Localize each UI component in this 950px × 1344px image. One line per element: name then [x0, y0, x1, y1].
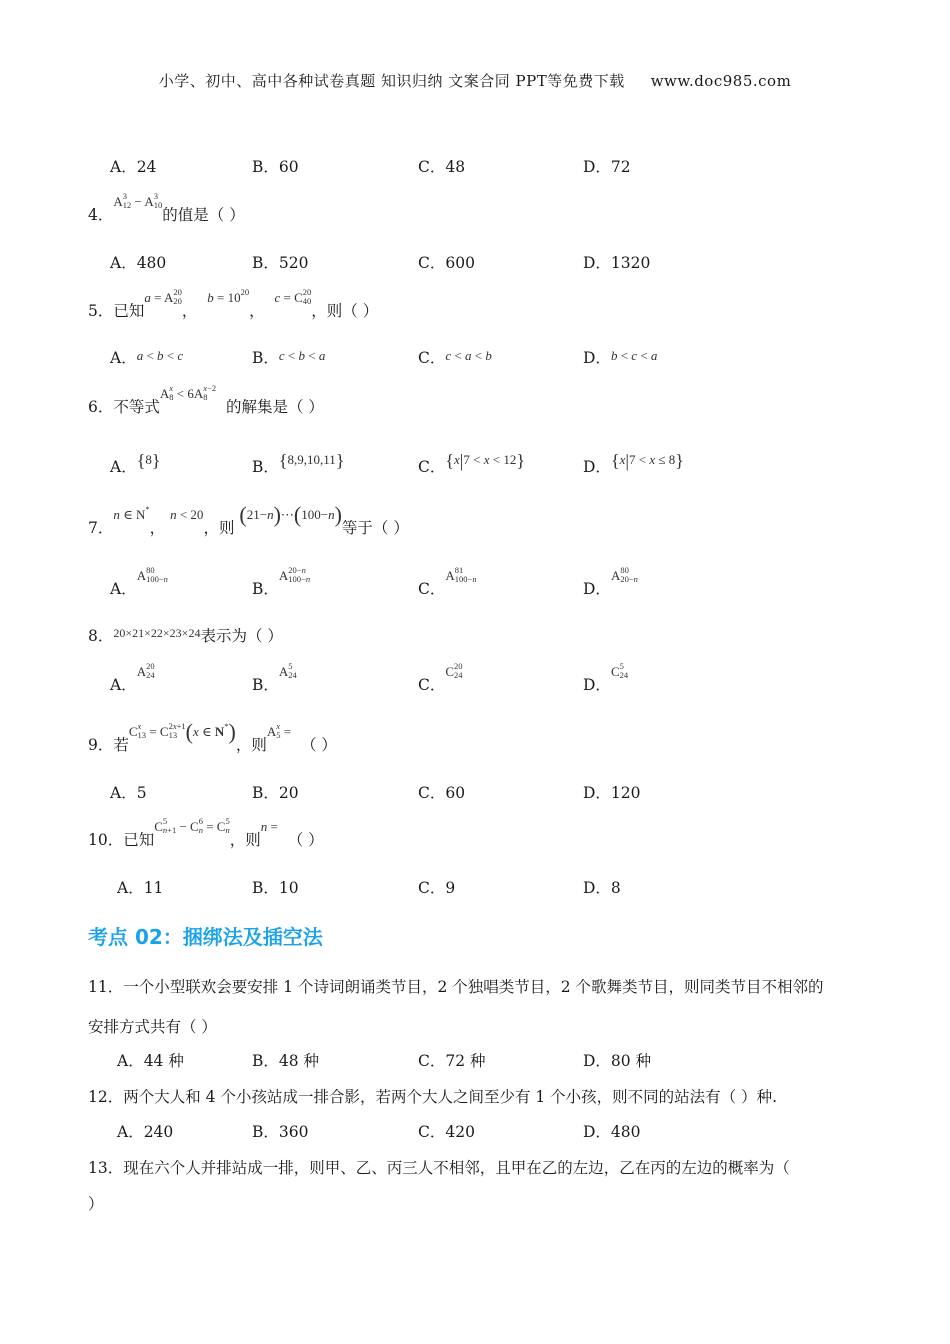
q9-option-d: D．120 — [583, 784, 641, 802]
q11-line-2: 安排方式共有（ ） — [88, 1018, 217, 1036]
q7-formula-2: n < 20 — [170, 507, 204, 522]
q6-option-b: B．$^{\{8,9,10,11\}}$ — [252, 450, 345, 476]
q7-formula-3: (21−n)⋯(100−n) — [239, 502, 342, 528]
q5-option-b: B．c < b < a — [252, 348, 326, 367]
q11-option-c: C．72 种 — [418, 1052, 486, 1070]
header-site: www.doc985.com — [650, 72, 792, 90]
q13-line-1: 13．现在六个人并排站成一排，则甲、乙、丙三人不相邻，且甲在乙的左边，乙在丙的左边的概率为（ — [88, 1159, 790, 1177]
q9-option-a: A．5 — [110, 784, 147, 802]
q8-number: 8． — [88, 627, 114, 645]
q5-formula-a: a = A 20 20 — [144, 287, 182, 307]
q9-option-b: B．20 — [252, 784, 299, 802]
q11-option-a: A．44 种 — [117, 1052, 184, 1070]
q12-option-a: A．240 — [117, 1123, 174, 1141]
q11-option-b: B．48 种 — [252, 1052, 320, 1070]
q7-option-b: B．$^{A 20-n 100-n}$ — [252, 565, 311, 598]
q5-option-c: C．c < a < b — [418, 348, 492, 367]
page-header — [0, 70, 950, 91]
q5-stem-tail: ，则（ ） — [311, 302, 379, 320]
q12-option-b: B．360 — [252, 1123, 309, 1141]
q9-formula: C x 13 = C 2x+1 13 (x ∈ N*) — [128, 719, 236, 745]
q9-target: A x 5 = — [266, 721, 292, 741]
q11-option-d: D．80 种 — [583, 1052, 652, 1070]
q3-option-b: B．60 — [252, 158, 299, 176]
q9-then: ，则 — [235, 736, 267, 754]
q8-stem-tail: 表示为（ ） — [200, 627, 283, 645]
question-6 — [88, 383, 324, 418]
q7-option-a: A．$^{A 80 100-n}$ — [110, 565, 168, 598]
q5-option-d: D．b < c < a — [583, 348, 658, 367]
question-10 — [88, 816, 324, 851]
q12-option-c: C．420 — [418, 1123, 475, 1141]
q8-option-c: C．$^{C 20 24}$ — [418, 661, 463, 694]
q8-option-d: D．$^{C 5 24}$ — [583, 661, 629, 694]
q6-stem-tail: 的解集是（ ） — [225, 398, 324, 416]
q13-line-2: ） — [88, 1195, 104, 1213]
q6-option-c: C．$^{\{x|7 < x < 12\}}$ — [418, 450, 526, 476]
q5-sep-1: ， — [181, 302, 198, 320]
q8-formula: 20×21×22×23×24 — [113, 626, 201, 640]
q4-option-a: A．480 — [110, 254, 167, 272]
q6-option-d: D．$^{\{x|7 < x \le 8\}}$ — [583, 450, 684, 476]
q10-number: 10．已知 — [88, 831, 155, 849]
q5-number: 5．已知 — [88, 302, 145, 320]
question-4 — [88, 191, 245, 226]
header-text: 小学、初中、高中各种试卷真题 知识归纳 文案合同 PPT等免费下载 — [158, 72, 625, 90]
question-8 — [88, 624, 283, 646]
q12-line-1: 12．两个大人和 4 个小孩站成一排合影，若两个大人之间至少有 1 个小孩，则不同的站法有（ ）种. — [88, 1088, 778, 1106]
q7-then: ，则 — [203, 519, 235, 537]
q10-target: n = — [260, 819, 278, 834]
q10-option-b: B．10 — [252, 879, 299, 897]
q7-sep: ， — [149, 519, 166, 537]
q6-option-a: A．$^{\{8\}}$ — [110, 450, 161, 476]
q11-line-1: 11．一个小型联欢会要安排 1 个诗词朗诵类节目，2 个独唱类节目，2 个歌舞类节目，则同类节目不相邻的 — [88, 978, 824, 996]
q3-option-d: D．72 — [583, 158, 631, 176]
q7-stem-tail: 等于（ ） — [341, 519, 409, 537]
q3-option-a: A．24 — [110, 158, 157, 176]
q7-number: 7． — [88, 519, 114, 537]
q5-sep-2: ， — [249, 302, 265, 320]
q10-option-d: D．8 — [583, 879, 621, 897]
q7-option-d: D．$^{A 80 20-n}$ — [583, 565, 638, 598]
q8-option-a: A．$^{A 20 24}$ — [110, 661, 155, 694]
q12-option-d: D．480 — [583, 1123, 641, 1141]
q9-number: 9．若 — [88, 736, 129, 754]
section-title: 考点 02：捆绑法及插空法 — [88, 925, 323, 949]
question-5 — [88, 287, 379, 322]
q10-then: ，则 — [229, 831, 261, 849]
q6-formula: A x 8 < 6A x−2 8 — [159, 383, 217, 403]
q4-stem-tail: 的值是（ ） — [162, 206, 245, 224]
q6-number: 6．不等式 — [88, 398, 160, 416]
q7-formula-1: n ∈ N* — [113, 504, 150, 522]
q3-option-c: C．48 — [418, 158, 466, 176]
q4-option-c: C．600 — [418, 254, 475, 272]
q8-option-b: B．$^{A 5 24}$ — [252, 661, 297, 694]
q5-formula-b: b = 1020 — [207, 287, 250, 305]
q10-option-a: A．11 — [117, 879, 164, 897]
q9-stem-tail: （ ） — [300, 736, 337, 754]
q4-option-b: B．520 — [252, 254, 309, 272]
q4-option-d: D．1320 — [583, 254, 651, 272]
q10-formula: C 5 n+1 − C 6 n = C 5 n — [154, 816, 230, 836]
q9-option-c: C．60 — [418, 784, 466, 802]
q10-option-c: C．9 — [418, 879, 456, 897]
q7-option-c: C．$^{A 81 100-n}$ — [418, 565, 477, 598]
q10-stem-tail: （ ） — [287, 831, 324, 849]
q4-number: 4． — [88, 206, 114, 224]
q5-option-a: A．a < b < c — [110, 348, 184, 367]
q5-formula-c: c = C 20 40 — [274, 287, 312, 307]
q4-formula: A 3 12 − A 3 10 — [113, 191, 163, 211]
